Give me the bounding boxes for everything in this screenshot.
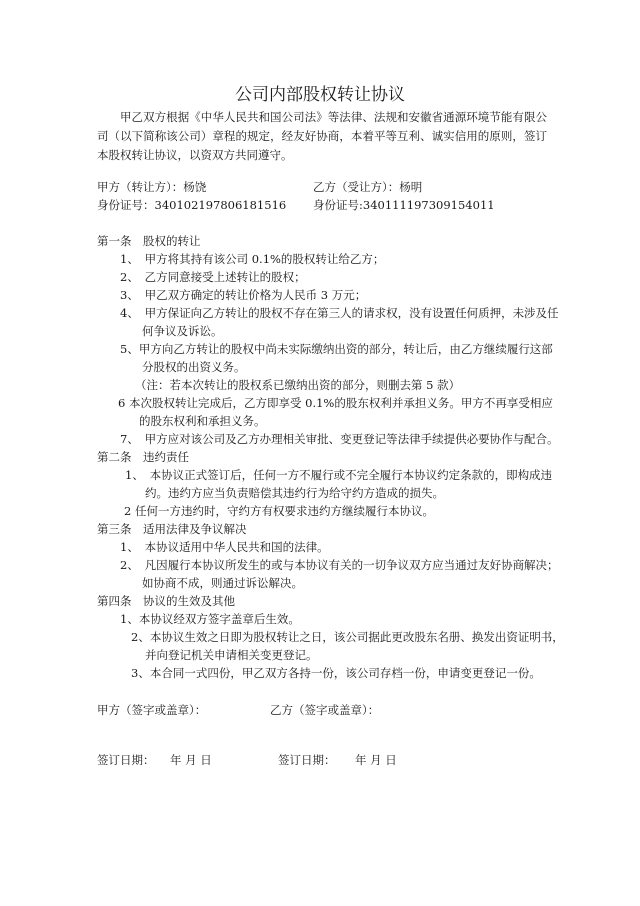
party-b-id: 身份证号:340111197309154011 bbox=[313, 198, 495, 212]
article-4-heading: 第四条 协议的生效及其他 bbox=[97, 594, 235, 608]
article-1-item-6-line-1: 6 本次股权转让完成后，乙方即享受 0.1%的股东权利并承担义务。甲方不再享受相应 bbox=[118, 396, 553, 410]
party-b-signature-label: 乙方（签字或盖章）： bbox=[270, 703, 380, 717]
article-4-item-2-line-1: 2、本协议生效之日即为股权转让之日，该公司据此更改股东名册、换发出资证明书， bbox=[131, 630, 564, 644]
party-a-name: 甲方（转让方）：杨饶 bbox=[97, 180, 207, 194]
article-1-item-4-line-2: 何争议及诉讼。 bbox=[142, 324, 223, 338]
article-2-item-1-line-1: 1、 本协议正式签订后，任何一方不履行或不完全履行本协议约定条款的，即构成违 bbox=[125, 468, 553, 482]
article-1-item-7: 7、 甲方应对该公司及乙方办理相关审批、变更登记等法律手续提供必要协作与配合。 bbox=[120, 432, 559, 446]
party-a-signature-label: 甲方（签字或盖章）： bbox=[97, 703, 207, 717]
article-1-heading: 第一条 股权的转让 bbox=[97, 234, 201, 248]
party-a-date-fields: 年 月 日 bbox=[170, 753, 212, 767]
article-2-item-1-line-2: 约。违约方应当负责赔偿其违约行为给守约方造成的损失。 bbox=[145, 486, 444, 500]
article-1-item-4-line-1: 4、 甲方保证向乙方转让的股权不存在第三人的请求权，没有设置任何质押，未涉及任 bbox=[120, 306, 559, 320]
document-title: 公司内部股权转让协议 bbox=[235, 85, 405, 105]
article-1-item-5-line-1: 5、甲方向乙方转让的股权中尚未实际缴纳出资的部分，转让后，由乙方继续履行这部 bbox=[120, 342, 553, 356]
article-1-item-5-line-2: 分股权的出资义务。 bbox=[142, 360, 246, 374]
article-2-item-2: 2 任何一方违约时，守约方有权要求违约方继续履行本协议。 bbox=[124, 504, 434, 518]
article-3-heading: 第三条 适用法律及争议解决 bbox=[97, 522, 247, 536]
party-b-date-fields: 年 月 日 bbox=[355, 753, 397, 767]
preamble-paragraph: 甲乙双方根据《中华人民共和国公司法》等法律、法规和安徽省通源环境节能有限公司（以下简称该公司）章程的规定，经友好协商，本着平等互利、诚实信用的原则，签订本股权转让协议，以资双方共同遵守。 bbox=[97, 110, 547, 162]
article-4-item-3: 3、本合同一式四份，甲乙双方各持一份，该公司存档一份，申请变更登记一份。 bbox=[131, 666, 541, 680]
article-4-item-2-line-2: 并向登记机关申请相关变更登记。 bbox=[145, 648, 318, 662]
article-3-item-1: 1、 本协议适用中华人民共和国的法律。 bbox=[120, 540, 329, 554]
article-1-note: （注：若本次转让的股权系已缴纳出资的部分，则删去第 5 款） bbox=[135, 378, 461, 392]
party-a-id: 身份证号：340102197806181516 bbox=[97, 198, 287, 212]
party-b-date-label: 签订日期： bbox=[278, 753, 336, 767]
article-3-item-2-line-2: 如协商不成，则通过诉讼解决。 bbox=[142, 576, 303, 590]
article-1-item-3: 3、 甲乙双方确定的转让价格为人民币 3 万元； bbox=[120, 288, 367, 302]
article-1-item-1: 1、 甲方将其持有该公司 0.1%的股权转让给乙方； bbox=[120, 252, 385, 266]
article-2-heading: 第二条 违约责任 bbox=[97, 450, 189, 464]
article-3-item-2-line-1: 2、 凡因履行本协议所发生的或与本协议有关的一切争议双方应当通过友好协商解决； bbox=[120, 558, 559, 572]
article-1-item-6-line-2: 的股东权利和承担义务。 bbox=[139, 414, 266, 428]
party-b-name: 乙方（受让方）：杨明 bbox=[313, 180, 423, 194]
party-a-date-label: 签订日期： bbox=[97, 753, 155, 767]
article-4-item-1: 1、本协议经双方签字盖章后生效。 bbox=[120, 612, 300, 626]
article-1-item-2: 2、 乙方同意接受上述转让的股权； bbox=[120, 270, 306, 284]
